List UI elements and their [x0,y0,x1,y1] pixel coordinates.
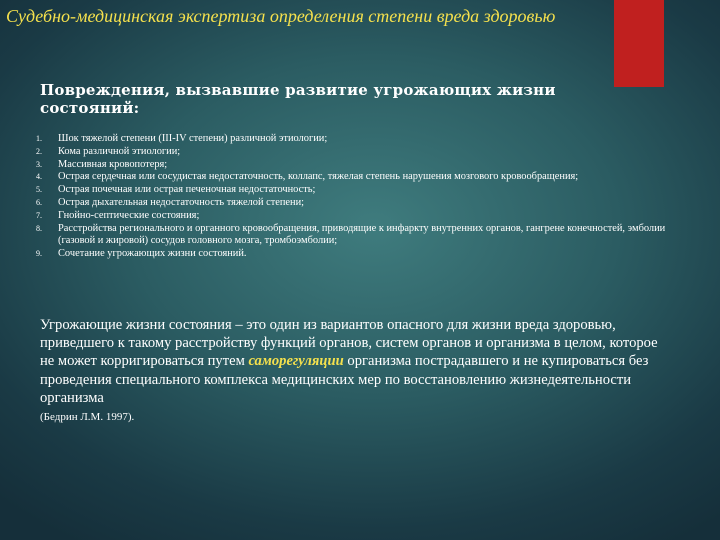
list-item-text: Острая сердечная или сосудистая недостаточность, коллапс, тяжелая степень нарушения мозгового кровообращения; [58,171,579,183]
list-item-number: 6. [36,197,42,207]
section-heading: Повреждения, вызвавшие развитие угрожающих жизни состояний: [40,81,556,117]
list-item-text: Острая дыхательная недостаточность тяжелой степени; [58,196,305,208]
list-item-text: Кома различной этиологии; [58,145,181,157]
list-item-text: Сочетание угрожающих жизни состояний. [58,248,247,260]
list-item-text: Расстройства регионального и органного кровообращения, приводящие к инфаркту внутренних органов, гангрене конечностей, эмболии (газовой и жировой) сосудов головного мозга, тромбоэмболии; [58,222,666,247]
list-item-number: 1. [36,134,42,143]
list-item-text: Массивная кровопотеря; [58,158,168,170]
red-accent-bar [614,0,664,87]
list-item-number: 8. [36,223,42,233]
list-item [36,197,686,210]
list-item-text: Острая почечная или острая печеночная недостаточность; [58,184,316,196]
list-item [36,248,686,261]
paragraph-text-end: организма пострадавшего и не купироваться без проведения специального комплекса медицинских мер по восстановлению жизнедеятельности организма [40,353,649,406]
slide-title: Судебно-медицинская экспертиза определения степени вреда здоровью [6,6,556,26]
list-item-number: 4. [36,172,42,182]
list-item [36,184,686,197]
list-item-number: 7. [36,210,42,220]
definition-paragraph [40,316,672,426]
list-item [36,159,686,172]
list-item [36,146,686,159]
list-item-text: Шок тяжелой степени (III-IV степени) различной этиологии; [58,133,328,144]
list-item [36,133,686,146]
list-item-number: 5. [36,185,42,195]
list-item-number: 3. [36,159,42,169]
injury-list [36,133,686,261]
list-item-number: 2. [36,146,42,156]
list-item [36,210,686,223]
highlighted-term: саморегуляции [248,353,344,370]
citation: (Бедрин Л.М. 1997). [40,411,135,424]
list-item-number: 9. [36,249,42,259]
list-item-text: Гнойно-септические состояния; [58,209,200,221]
list-item [36,171,686,184]
paragraph-text-start: Угрожающие жизни состояния – это один из вариантов опасного для жизни вреда здоровью, приведшего к такому расстройству функций органов, систем органов и организма в целом, которое не может корригироваться путем [40,317,658,370]
list-item [36,223,686,249]
